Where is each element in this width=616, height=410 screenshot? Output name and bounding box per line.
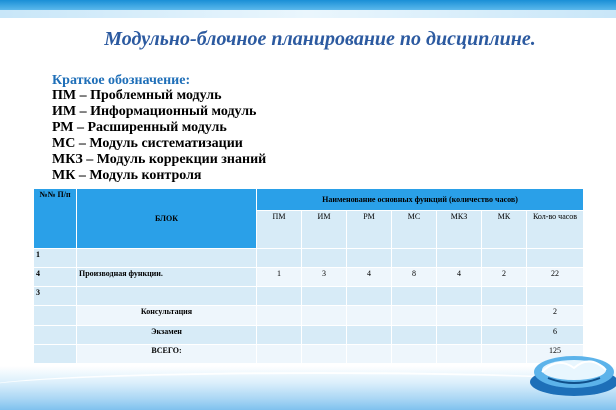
cell [302, 287, 347, 306]
cell: 22 [527, 268, 584, 287]
cell: 3 [302, 268, 347, 287]
cell [392, 325, 437, 344]
cell: 6 [527, 325, 584, 344]
top-stripe [0, 0, 616, 10]
table-row [34, 325, 584, 344]
cell [257, 325, 302, 344]
cell [302, 344, 347, 363]
legend-heading: Краткое обозначение: [52, 73, 191, 88]
cell: 4 [347, 268, 392, 287]
column-header: Кол-во часов [527, 211, 584, 249]
cell [482, 344, 527, 363]
legend-item: ИМ – Информационный модуль [52, 104, 257, 119]
cell [437, 306, 482, 325]
row-num: 3 [34, 287, 77, 306]
legend-item: РМ – Расширенный модуль [52, 120, 227, 135]
cell [257, 249, 302, 268]
row-name [77, 249, 257, 268]
slide-title: Модульно-блочное планирование по дисциплине. [104, 28, 536, 50]
table-row [34, 268, 584, 287]
cell [302, 249, 347, 268]
cell [257, 344, 302, 363]
cell [347, 306, 392, 325]
header-num: №№ П/п [34, 189, 77, 249]
cell [482, 306, 527, 325]
cell [527, 287, 584, 306]
row-name: Экзамен [77, 325, 257, 344]
top-stripe-light [0, 10, 616, 18]
cell [437, 325, 482, 344]
row-name: ВСЕГО: [77, 344, 257, 363]
column-header: МС [392, 211, 437, 249]
table-row [34, 306, 584, 325]
header-block: БЛОК [77, 189, 257, 249]
column-header: ПМ [257, 211, 302, 249]
cell: 125 [527, 344, 584, 363]
cell: 2 [482, 268, 527, 287]
row-num [34, 344, 77, 363]
cell [527, 249, 584, 268]
table-row [34, 344, 584, 363]
table-row [34, 287, 584, 306]
planning-table [33, 188, 584, 364]
row-name: Производная функции. [77, 268, 257, 287]
legend-item: ПМ – Проблемный модуль [52, 88, 222, 103]
cell [347, 325, 392, 344]
column-header: РМ [347, 211, 392, 249]
cell [437, 249, 482, 268]
water-bowl-image [528, 342, 616, 398]
cell [437, 344, 482, 363]
cell [257, 287, 302, 306]
cell [347, 344, 392, 363]
cell [392, 306, 437, 325]
cell: 2 [527, 306, 584, 325]
cell [392, 344, 437, 363]
cell [482, 325, 527, 344]
row-name [77, 287, 257, 306]
legend-item: МК – Модуль контроля [52, 168, 202, 183]
row-num [34, 325, 77, 344]
cell [302, 325, 347, 344]
cell: 8 [392, 268, 437, 287]
cell [302, 306, 347, 325]
header-functions: Наименование основных функций (количество часов) [257, 189, 584, 211]
row-num: 4 [34, 268, 77, 287]
row-num [34, 306, 77, 325]
row-name: Консультация [77, 306, 257, 325]
cell [392, 287, 437, 306]
cell [347, 287, 392, 306]
row-num: 1 [34, 249, 77, 268]
table-row [34, 249, 584, 268]
cell [482, 249, 527, 268]
column-header: МК [482, 211, 527, 249]
cell [257, 306, 302, 325]
cell: 4 [437, 268, 482, 287]
legend-item: МКЗ – Модуль коррекции знаний [52, 152, 267, 167]
legend-item: МС – Модуль систематизации [52, 136, 243, 151]
wave-decoration [0, 372, 616, 404]
cell [392, 249, 437, 268]
cell [482, 287, 527, 306]
cell [437, 287, 482, 306]
cell: 1 [257, 268, 302, 287]
abbreviation-list [52, 88, 266, 184]
column-header: МКЗ [437, 211, 482, 249]
cell [347, 249, 392, 268]
column-header: ИМ [302, 211, 347, 249]
